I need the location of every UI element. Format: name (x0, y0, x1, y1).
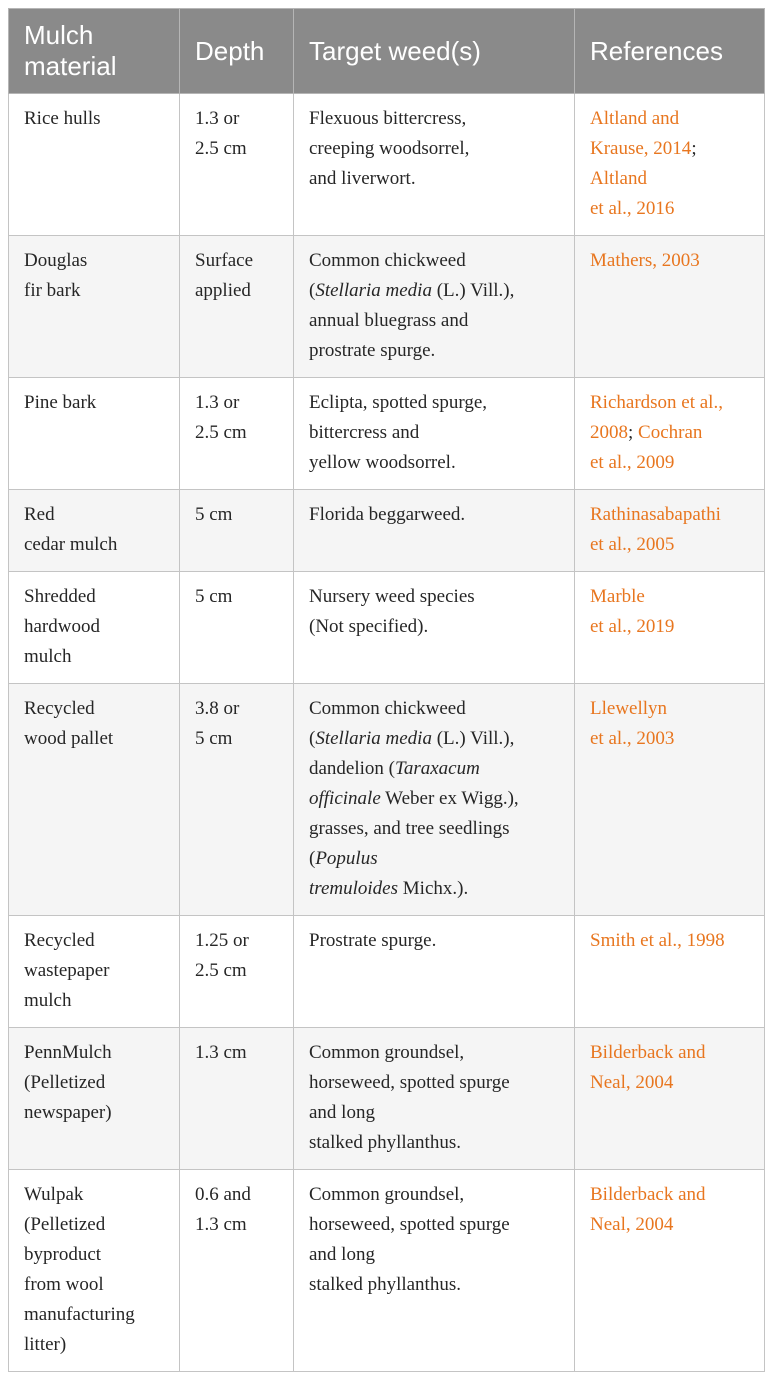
cell-mulch-material: Recycled wastepaper mulch (9, 916, 180, 1028)
species-name: Taraxacum (395, 758, 480, 779)
reference-link[interactable]: 2008 (590, 422, 628, 443)
cell-target-weeds: Nursery weed species (Not specified). (294, 572, 575, 684)
cell-mulch-material: Douglas fir bark (9, 236, 180, 378)
species-name: Stellaria media (315, 728, 432, 749)
table-row (9, 684, 765, 916)
table-row (9, 94, 765, 236)
cell-target-weeds: Common groundsel, horseweed, spotted spurge and long stalked phyllanthus. (294, 1028, 575, 1170)
header-references: References (575, 9, 765, 94)
cell-target-weeds: Common groundsel, horseweed, spotted spurge and long stalked phyllanthus. (294, 1170, 575, 1372)
table-row (9, 236, 765, 378)
table-row (9, 1170, 765, 1372)
header-target-weeds: Target weed(s) (294, 9, 575, 94)
cell-mulch-material: Rice hulls (9, 94, 180, 236)
cell-target-weeds: Prostrate spurge. (294, 916, 575, 1028)
cell-references (575, 490, 765, 572)
cell-target-weeds: Common chickweed (Stellaria media (L.) Vill.), annual bluegrass and prostrate spurge. (294, 236, 575, 378)
table-row (9, 916, 765, 1028)
cell-target-weeds: Flexuous bittercress, creeping woodsorrel, and liverwort. (294, 94, 575, 236)
reference-link[interactable]: Rathinasabapathi et al., 2005 (590, 504, 721, 555)
cell-references (575, 94, 765, 236)
cell-target-weeds: Common chickweed (Stellaria media (L.) Vill.), dandelion (Taraxacum officinale Weber ex Wigg.), grasses, and tree seedlings (Populus tremuloides Michx.). (294, 684, 575, 916)
reference-link[interactable]: Cochran (638, 422, 703, 443)
reference-link[interactable]: Marble et al., 2019 (590, 586, 675, 637)
cell-mulch-material: PennMulch (Pelletized newspaper) (9, 1028, 180, 1170)
cell-references (575, 236, 765, 378)
reference-link[interactable]: Altland et al., 2016 (590, 168, 675, 219)
table-row (9, 1028, 765, 1170)
cell-depth: 0.6 and 1.3 cm (180, 1170, 294, 1372)
cell-depth: 3.8 or 5 cm (180, 684, 294, 916)
species-name: Populus (315, 848, 378, 869)
cell-target-weeds: Florida beggarweed. (294, 490, 575, 572)
cell-mulch-material: Pine bark (9, 378, 180, 490)
cell-depth: 1.3 cm (180, 1028, 294, 1170)
reference-link[interactable]: Smith et al., 1998 (590, 930, 725, 951)
cell-references: Richardson et al., 2008; Cochran et al., 2009 (575, 378, 765, 490)
cell-references (575, 1028, 765, 1170)
table-row (9, 572, 765, 684)
species-name: tremuloides (309, 878, 399, 899)
reference-link[interactable]: Richardson et al., (590, 392, 723, 413)
reference-link[interactable]: Altland and Krause, 2014; (590, 108, 697, 159)
cell-depth: Surface applied (180, 236, 294, 378)
cell-mulch-material: Wulpak (Pelletized byproduct from wool manufacturing litter) (9, 1170, 180, 1372)
table-row (9, 490, 765, 572)
cell-mulch-material: Red cedar mulch (9, 490, 180, 572)
table-row (9, 378, 765, 490)
cell-references (575, 916, 765, 1028)
cell-references (575, 684, 765, 916)
header-mulch-material: Mulch material (9, 9, 180, 94)
cell-depth: 1.3 or 2.5 cm (180, 378, 294, 490)
species-name: Stellaria media (315, 280, 432, 301)
reference-link[interactable]: Llewellyn et al., 2003 (590, 698, 675, 749)
reference-link[interactable]: et al., 2009 (590, 452, 675, 473)
mulch-weed-control-table (8, 8, 765, 1372)
reference-link[interactable]: Mathers, 2003 (590, 250, 700, 271)
cell-mulch-material: Recycled wood pallet (9, 684, 180, 916)
cell-references (575, 572, 765, 684)
cell-depth: 1.3 or 2.5 cm (180, 94, 294, 236)
reference-link[interactable]: Bilderback and Neal, 2004 (590, 1184, 706, 1235)
reference-link[interactable]: Bilderback and Neal, 2004 (590, 1042, 706, 1093)
header-depth: Depth (180, 9, 294, 94)
species-name: officinale (309, 788, 381, 809)
cell-mulch-material: Shredded hardwood mulch (9, 572, 180, 684)
cell-depth: 5 cm (180, 490, 294, 572)
table-header-row (9, 9, 765, 94)
cell-references (575, 1170, 765, 1372)
cell-depth: 1.25 or 2.5 cm (180, 916, 294, 1028)
cell-target-weeds: Eclipta, spotted spurge, bittercress and yellow woodsorrel. (294, 378, 575, 490)
cell-depth: 5 cm (180, 572, 294, 684)
